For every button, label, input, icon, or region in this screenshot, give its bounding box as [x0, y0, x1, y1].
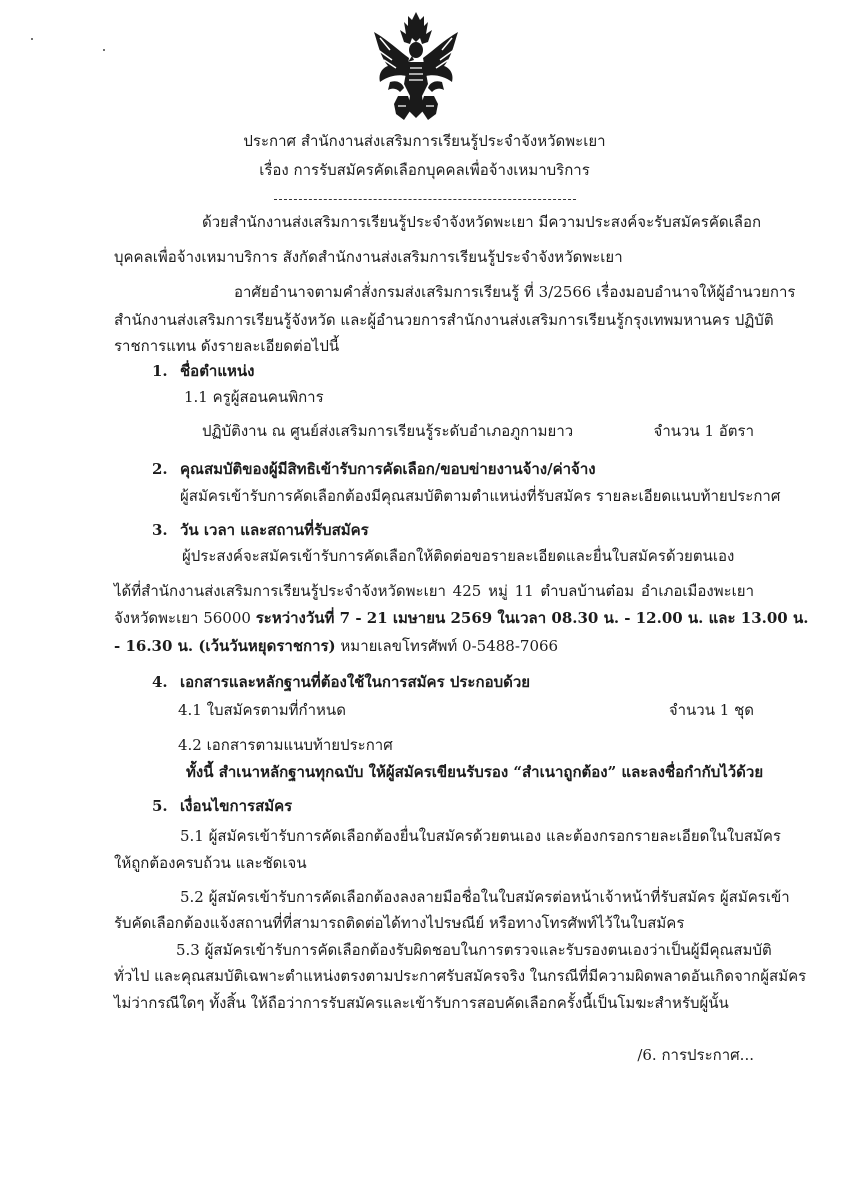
title-divider — [274, 199, 576, 200]
position-count: จำนวน 1 อัตรา — [653, 422, 754, 440]
garuda-emblem-icon — [368, 10, 464, 122]
announcement-title: ประกาศ สำนักงานส่งเสริมการเรียนรู้ประจำจังหวัดพะเยา — [243, 132, 606, 150]
section-3-number: 3. — [152, 521, 168, 539]
intro-paragraph-2-line: สำนักงานส่งเสริมการเรียนรู้จังหวัด และผู้อำนวยการสำนักงานส่งเสริมการเรียนรู้กรุงเทพมหานคร ปฏิบัติ — [114, 311, 774, 329]
document-item-1-count: จำนวน 1 ชุด — [668, 701, 754, 719]
condition-5-2-line: 5.2 ผู้สมัครเข้ารับการคัดเลือกต้องลงลายมือชื่อในใบสมัครต่อหน้าเจ้าหน้าที่รับสมัคร ผู้สมัครเข้า — [180, 888, 790, 906]
condition-5-3-line: 5.3 ผู้สมัครเข้ารับการคัดเลือกต้องรับผิดชอบในการตรวจและรับรองตนเองว่าเป็นผู้มีคุณสมบัติ — [176, 941, 772, 959]
section-3-line: ผู้ประสงค์จะสมัครเข้ารับการคัดเลือกให้ติดต่อขอรายละเอียดและยื่นใบสมัครด้วยตนเอง — [182, 547, 735, 565]
certification-note: ทั้งนี้ สำเนาหลักฐานทุกฉบับ ให้ผู้สมัครเขียนรับรอง “สำเนาถูกต้อง” และลงชื่อกำกับไว้ด้วย — [186, 763, 764, 781]
application-period: ระหว่างวันที่ 7 - 21 เมษายน 2569 ในเวลา 08.30 น. - 12.00 น. และ 13.00 น. — [255, 609, 809, 627]
section-4-number: 4. — [152, 673, 168, 691]
section-2-body: ผู้สมัครเข้ารับการคัดเลือกต้องมีคุณสมบัติตามตำแหน่งที่รับสมัคร รายละเอียดแนบท้ายประกาศ — [180, 487, 781, 505]
section-3-line — [114, 636, 558, 656]
work-location: ปฏิบัติงาน ณ ศูนย์ส่งเสริมการเรียนรู้ระดับอำเภอภูกามยาว — [202, 422, 574, 440]
contact-phone: หมายเลขโทรศัพท์ 0-5488-7066 — [335, 637, 559, 655]
scan-speck — [31, 38, 33, 40]
section-1-number: 1. — [152, 362, 168, 380]
section-3-postcode: จังหวัดพะเยา 56000 — [114, 609, 256, 627]
intro-paragraph-2-line: อาศัยอำนาจตามคำสั่งกรมส่งเสริมการเรียนรู้ ที่ 3/2566 เรื่องมอบอำนาจให้ผู้อำนวยการ — [234, 283, 796, 301]
intro-paragraph-1-line: ด้วยสำนักงานส่งเสริมการเรียนรู้ประจำจังหวัดพะเยา มีความประสงค์จะรับสมัครคัดเลือก — [202, 213, 762, 231]
condition-5-2-line: รับคัดเลือกต้องแจ้งสถานที่ที่สามารถติดต่อได้ทางไปรษณีย์ หรือทางโทรศัพท์ไว้ในใบสมัคร — [114, 914, 685, 932]
intro-paragraph-1-line: บุคคลเพื่อจ้างเหมาบริการ สังกัดสำนักงานส่งเสริมการเรียนรู้ประจำจังหวัดพะเยา — [114, 248, 623, 266]
section-3-heading: วัน เวลา และสถานที่รับสมัคร — [180, 521, 369, 539]
section-1-heading: ชื่อตำแหน่ง — [180, 362, 255, 380]
document-item-1: 4.1 ใบสมัครตามที่กำหนด — [178, 701, 346, 719]
section-5-heading: เงื่อนไขการสมัคร — [180, 797, 293, 815]
scan-speck — [103, 49, 105, 51]
condition-5-1-line: 5.1 ผู้สมัครเข้ารับการคัดเลือกต้องยื่นใบสมัครด้วยตนเอง และต้องกรอกรายละเอียดในใบสมัคร — [180, 827, 781, 845]
section-4-heading: เอกสารและหลักฐานที่ต้องใช้ในการสมัคร ประกอบด้วย — [180, 673, 531, 691]
section-3-line — [114, 608, 808, 628]
section-2-heading: คุณสมบัติของผู้มีสิทธิเข้ารับการคัดเลือก/ขอบข่ายงานจ้าง/ค่าจ้าง — [180, 460, 596, 478]
condition-5-1-line: ให้ถูกต้องครบถ้วน และชัดเจน — [114, 854, 307, 872]
application-hours: - 16.30 น. (เว้นวันหยุดราชการ) — [114, 637, 336, 655]
section-5-number: 5. — [152, 797, 168, 815]
continuation-marker: /6. การประกาศ... — [637, 1046, 754, 1064]
condition-5-3-line: ทั่วไป และคุณสมบัติเฉพาะตำแหน่งตรงตามประกาศรับสมัครจริง ในกรณีที่มีความผิดพลาดอันเกิดจากผู้สมัคร — [114, 967, 807, 985]
announcement-subject: เรื่อง การรับสมัครคัดเลือกบุคคลเพื่อจ้างเหมาบริการ — [259, 161, 590, 179]
document-item-2: 4.2 เอกสารตามแนบท้ายประกาศ — [178, 736, 393, 754]
section-2-number: 2. — [152, 460, 168, 478]
section-3-line: ได้ที่สำนักงานส่งเสริมการเรียนรู้ประจำจังหวัดพะเยา 425 หมู่ 11 ตำบลบ้านต๋อม อำเภอเมืองพะเยา — [114, 582, 754, 600]
position-name: 1.1 ครูผู้สอนคนพิการ — [184, 388, 324, 406]
intro-paragraph-2-line: ราชการแทน ดังรายละเอียดต่อไปนี้ — [114, 337, 340, 355]
condition-5-3-line: ไม่ว่ากรณีใดๆ ทั้งสิ้น ให้ถือว่าการรับสมัครและเข้ารับการสอบคัดเลือกครั้งนี้เป็นโมฆะสำหรับผู้นั้น — [114, 994, 729, 1012]
